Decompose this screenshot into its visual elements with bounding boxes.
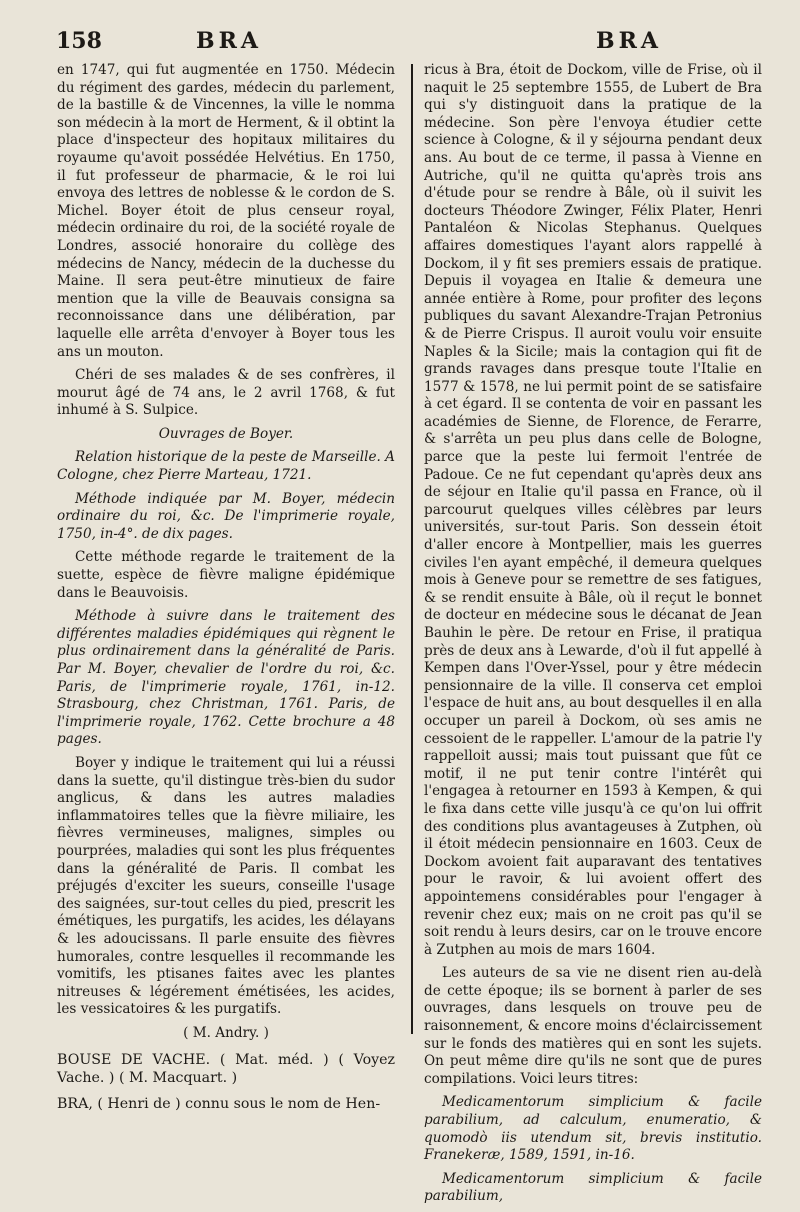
entry-bra-henri: BRA, ( Henri de ) connu sous le nom de Hen- <box>57 1095 381 1112</box>
left-running-head: BRA <box>196 28 262 54</box>
boyer-death-paragraph: Chéri de ses malades & de ses confrères, il mourut âgé de 74 ans, le 2 avril 1768, & fut inhumé à S. Sulpice. <box>57 367 395 419</box>
work-entry-medicamentorum-1: Medicamentorum simplicium & facile parabilium, ad calculum, enumeratio, & quomodò iis utendum sit, brevis institutio. Franekeræ, 1589, 1591, in-16. <box>424 1094 762 1164</box>
author-signature: ( M. Andry. ) <box>183 1024 269 1041</box>
bra-biography-paragraph: ricus à Bra, étoit de Dockom, ville de Frise, où il naquit le 25 septembre 1555, de Lubert de Bra qui s'y distinguoit dans la pratique de la médecine. Son père l'envoya étudier cette science à Cologne, & il y séjourna pendant deux ans. Au bout de ce terme, il passa à Vienne en Autriche, qu'il ne quitta qu'après trois ans d'étude pour se rendre à Bâle, où il suivit les docteurs Théodore Zwinger, Félix Plater, Henri Pantaléon & Nicolas Stephanus. Quelques affaires domestiques l'ayant alors rappellé à Dockom, il y fit ses premiers essais de pratique. Depuis il voyagea en Italie & demeura une année entière à Rome, pour profiter des leçons publiques du savant Alexandre-Trajan Petronius & de Pierre Crispus. Il auroit voulu voir ensuite Naples & la Sicile; mais la contagion qui fit de grands ravages dans presque toute l'Italie en 1577 & 1578, ne lui permit point de se satisfaire à cet égard. Il se contenta de voir en passant les académies de Sienne, de Florence, de Ferarre, & s'arrêta un peu plus dans celle de Bologne, parce que la peste lui fermoit l'entrée de Padoue. Ce ne fut cependant qu'après deux ans de séjour en Italie qu'il passa en France, où il parcourut quelques villes célèbres par leurs universités, sur-tout Paris. Son dessein étoit d'aller encore à Montpellier, mais les guerres civiles l'en ayant empêché, il demeura quelques mois à Geneve pour se remettre de ses fatigues, & se rendit ensuite à Bâle, où il reçut le bonnet de docteur en médecine sous le décanat de Jean Bauhin le père. De retour en Frise, il pratiqua près de deux ans à Lewarde, d'où il fut appellé à Kempen dans l'Over-Yssel, pour y être médecin pensionnaire de la ville. Il conserva cet emploi l'espace de huit ans, au bout desquelles il en alla occuper un pareil à Dockom, où ses amis ne cessoient de le rappeller. L'amour de la patrie l'y rappelloit aussi; mais tout puissant que fût ce motif, il ne put tenir contre l'intérêt qui l'engagea à retourner en 1593 à Kempen, & qui le fixa dans cette ville jusqu'à ce qu'on lui offrit des conditions plus avantageuses à Zutphen, où il étoit médecin pensionnaire en 1603. Ceux de Dockom avoient fait auparavant des tentatives pour le ravoir, & lui avoient offert des appointemens considérables pour l'engager à revenir chez eux; mais on ne croit pas qu'il se soit rendu à leurs desirs, car on le trouve encore à Zutphen au mois de mars 1604. <box>424 62 762 958</box>
treatment-paragraph: Boyer y indique le traitement qui lui a réussi dans la suette, qu'il distingue très-bien du sudor anglicus, & dans les autres maladies inflammatoires telles que la fièvre miliaire, les fièvres vermineuses, malignes, simples ou pourprées, maladies qui sont les plus fréquentes dans la généralité de Paris. Il combat les préjugés d'exciter les sueurs, conseille l'usage des saignées, sur-tout celles du pied, prescrit les émétiques, les purgatifs, les acides, les délayans & les adoucissans. Il parle ensuite des fièvres humorales, contre lesquelles il recommande les vomitifs, les ptisanes faites avec les plantes nitreuses & légérement émétisées, les acides, les vessicatoires & les purgatifs. <box>57 754 395 1018</box>
left-column <box>57 62 395 1119</box>
column-divider <box>411 64 413 1034</box>
work-entry-methode-a-suivre: Méthode à suivre dans le traitement des différentes maladies épidémiques qui règnent le plus ordinairement dans la généralité de Paris. Par M. Boyer, chevalier de l'ordre du roi, &c. Paris, de l'imprimerie royale, 1761, in-12. Strasbourg, chez Christman, 1761. Paris, de l'imprimerie royale, 1762. Cette brochure a 48 pages. <box>57 608 395 748</box>
right-column <box>424 62 762 1212</box>
work-entry-methode-indiquee: Méthode indiquée par M. Boyer, médecin ordinaire du roi, &c. De l'imprimerie royale, 1750, in-4°. de dix pages. <box>57 490 395 542</box>
work-entry-peste: Relation historique de la peste de Marseille. A Cologne, chez Pierre Marteau, 1721. <box>57 449 395 484</box>
bra-works-intro-paragraph: Les auteurs de sa vie ne disent rien au-delà de cette époque; ils se bornent à parler de ses ouvrages, dans lesquels on trouve peu de raisonnement, & encore moins d'éclaircissement sur le fonds des matières qui en sont les sujets. On peut même dire qu'ils ne sont que de pures compilations. Voici leurs titres: <box>424 965 762 1087</box>
methode-description-paragraph: Cette méthode regarde le traitement de la suette, espèce de fièvre maligne épidémique dans le Beauvoisis. <box>57 549 395 601</box>
running-header <box>56 26 766 60</box>
work-entry-medicamentorum-2: Medicamentorum simplicium & facile parabilium, <box>424 1170 762 1205</box>
right-running-head: BRA <box>596 28 662 54</box>
boyer-biography-paragraph: en 1747, qui fut augmentée en 1750. Médecin du régiment des gardes, médecin du parlement, de la bastille & de Vincennes, la ville le nomma son médecin à la mort de Herment, & il obtint la place d'inspecteur des hopitaux militaires du royaume qu'avoit possédée Helvétius. En 1750, il fut professeur de pharmacie, & le roi lui envoya des lettres de noblesse & le cordon de S. Michel. Boyer étoit de plus censeur royal, médecin ordinaire du roi, de la société royale de Londres, associé honoraire du collège des médecins de Nancy, médecin de la duchesse du Maine. Il sera peut-être minutieux de faire mention que la ville de Beauvais consigna sa reconnoissance dans une délibération, par laquelle elle arrêta d'envoyer à Boyer tous les ans un mouton. <box>57 62 395 360</box>
works-heading: Ouvrages de Boyer. <box>158 425 294 442</box>
entry-bouse-de-vache: BOUSE DE VACHE. ( Mat. méd. ) ( Voyez Vache. ) ( M. Macquart. ) <box>57 1052 395 1087</box>
page-number: 158 <box>56 28 102 54</box>
